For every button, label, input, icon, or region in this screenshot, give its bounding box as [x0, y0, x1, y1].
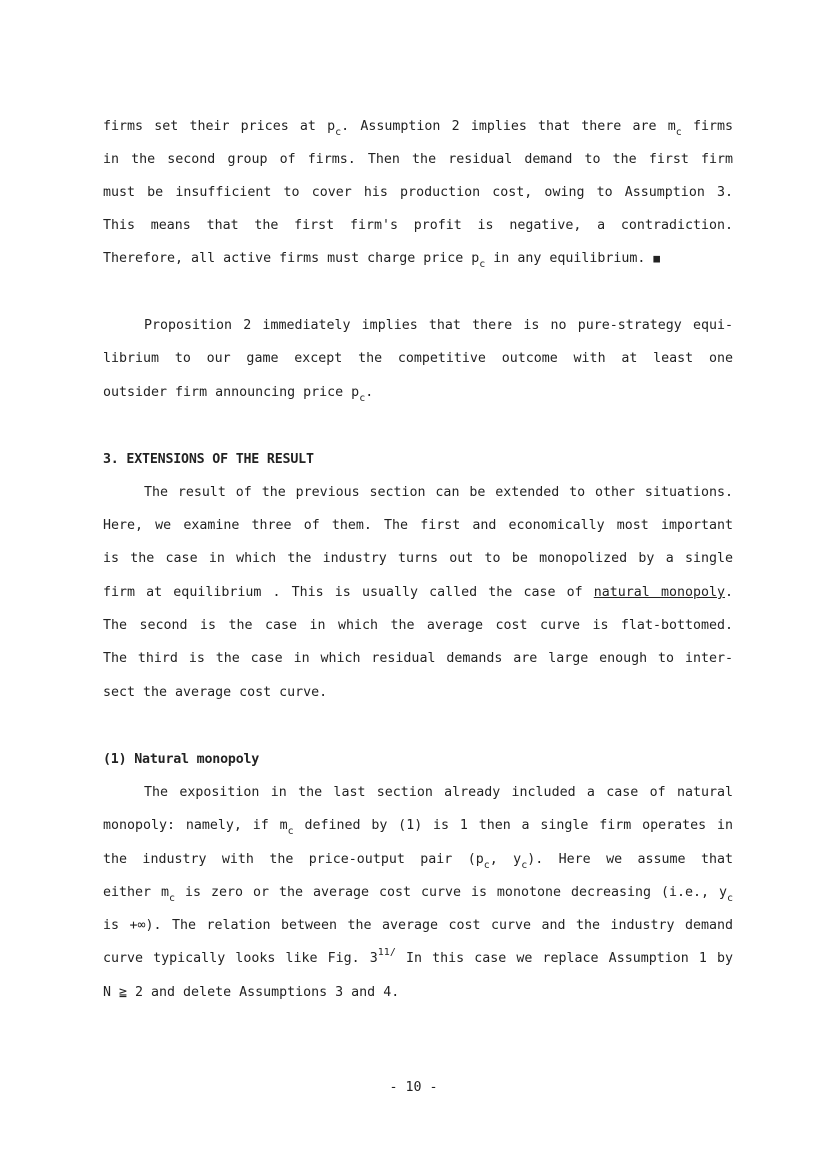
paragraph-line: firms set their prices at $p_c$. Assumption 2 implies that there are $m_c$ firms: [103, 119, 733, 138]
qed-mark: ■: [653, 252, 661, 265]
paragraph-line: The result of the previous section can be extended to other situations.: [144, 485, 733, 500]
paragraph-line: The third is the case in which residual demands are large enough to inter-: [103, 651, 733, 666]
footnote-marker[interactable]: 11/: [377, 947, 396, 958]
page-number: - 10 -: [389, 1080, 438, 1095]
paragraph-line: must be insufficient to cover his production cost, owing to Assumption 3.: [103, 185, 733, 200]
paragraph-line: is the case in which the industry turns out to be monopolized by a single: [103, 551, 733, 566]
paragraph-line: curve typically looks like Fig. $3^{11/}$ In this case we replace Assumption 1 by: [103, 947, 734, 966]
paragraph-line: Therefore, all active firms must charge price $p_c$ in any equilibrium. ■: [103, 251, 661, 270]
paragraph-line: Proposition 2 immediately implies that there is no pure-strategy equi-: [144, 318, 733, 333]
subsection-heading: (1) Natural monopoly: [103, 752, 260, 767]
emphasized-term: natural monopoly: [593, 585, 725, 600]
paragraph-line: outsider firm announcing price $p_c$.: [103, 385, 374, 404]
section-heading: 3. EXTENSIONS OF THE RESULT: [103, 452, 314, 467]
paragraph-line: This means that the first firm's profit is negative, a contradiction.: [103, 218, 733, 233]
paragraph-line: sect the average cost curve.: [103, 685, 328, 700]
paragraph-line: in the second group of firms. Then the residual demand to the first firm: [103, 152, 733, 167]
paragraph-line: firm at equilibrium . This is usually called the case of natural monopoly.: [103, 585, 733, 600]
paragraph-line: The second is the case in which the average cost curve is flat-bottomed.: [103, 618, 733, 633]
paragraph-line: the industry with the price-output pair ($p_c$, $y_c$). Here we assume that: [103, 852, 733, 871]
paragraph-line: N ≧ 2 and delete Assumptions 3 and 4.: [103, 985, 400, 1000]
paragraph-line: monopoly: namely, if $m_c$ defined by (1) is 1 then a single firm operates in: [103, 818, 734, 837]
paragraph-line: The exposition in the last section already included a case of natural: [144, 785, 733, 800]
paragraph-line: is +∞). The relation between the average cost curve and the industry demand: [103, 918, 733, 933]
paragraph-line: either $m_c$ is zero or the average cost curve is monotone decreasing (i.e., $y_c$: [103, 885, 734, 904]
paragraph-line: Here, we examine three of them. The first and economically most important: [103, 518, 733, 533]
paragraph-line: librium to our game except the competitive outcome with at least one: [103, 351, 733, 366]
